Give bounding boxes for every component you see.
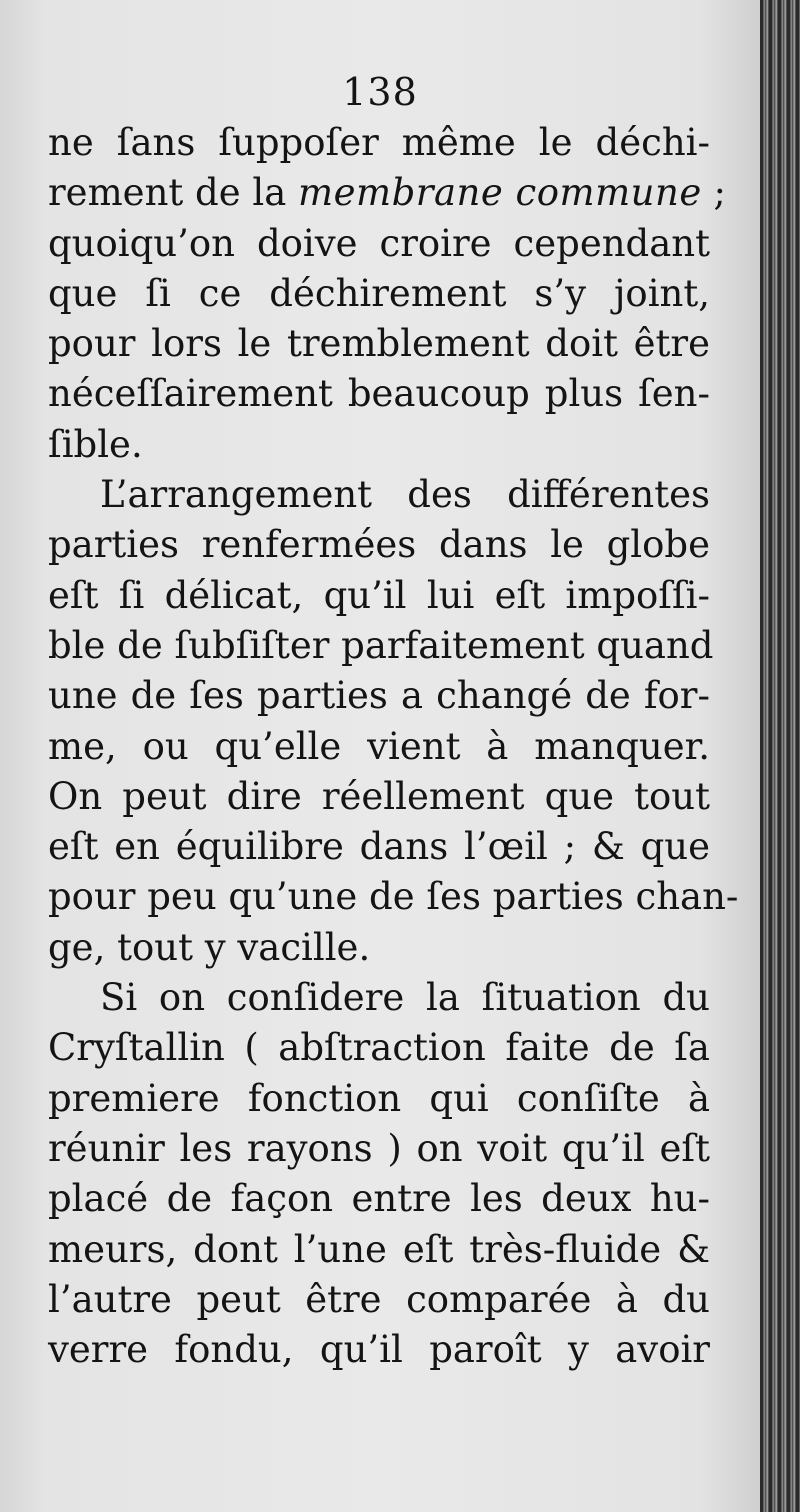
text-line: parties renfermées dans le globe [48,523,710,567]
text-line: que ſi ce déchirement s’y joint, [48,271,710,315]
text-line: ne ſans ſuppoſer même le déchi- [48,121,710,164]
text-fragment: rement de la [48,171,299,215]
text-line: l’autre peut être comparée à du [48,1277,710,1321]
text-fragment: ; [701,171,726,215]
text-line: ble de ſubſiſter parfaitement quand [48,623,714,667]
text-line: ſible. [48,422,143,466]
text-line: ge, tout y vacille. [48,925,371,969]
text-line: Cryſtallin ( abſtraction faite de ſa [48,1026,710,1070]
text-line: me, ou qu’elle vient à manquer. [48,724,710,768]
book-edge [760,0,800,1512]
text-line: pour lors le tremblement doit être [48,322,710,366]
text-line-with-italic [48,168,726,218]
text-line: pour peu qu’une de ſes parties chan- [48,875,739,919]
text-line: meurs, dont l’une eſt très-fluide & [48,1227,710,1271]
text-line: eſt ſi délicat, qu’il lui eſt impoſſi- [48,573,710,617]
text-line: néceſſairement beaucoup plus ſen- [48,372,710,416]
text-line: quoiqu’on doive croire cependant [48,221,710,265]
text-line: premiere fonction qui conſiſte à [48,1076,710,1120]
paragraph-first-line: Si on conſidere la ſituation du [100,976,710,1020]
text-line: réunir les rayons ) on voit qu’il eſt [48,1126,710,1170]
body-text [48,118,739,1375]
italic-term: membrane commune [298,171,702,215]
text-line: placé de façon entre les deux hu- [48,1177,710,1221]
paragraph-first-line: L’arrangement des différentes [100,473,710,517]
page-number: 138 [342,70,418,114]
text-line: On peut dire réellement que tout [48,774,710,818]
text-line: eſt en équilibre dans l’œil ; & que [48,825,710,869]
text-line: verre fondu, qu’il paroît y avoir [48,1328,710,1372]
text-line: une de ſes parties a changé de for- [48,674,710,718]
